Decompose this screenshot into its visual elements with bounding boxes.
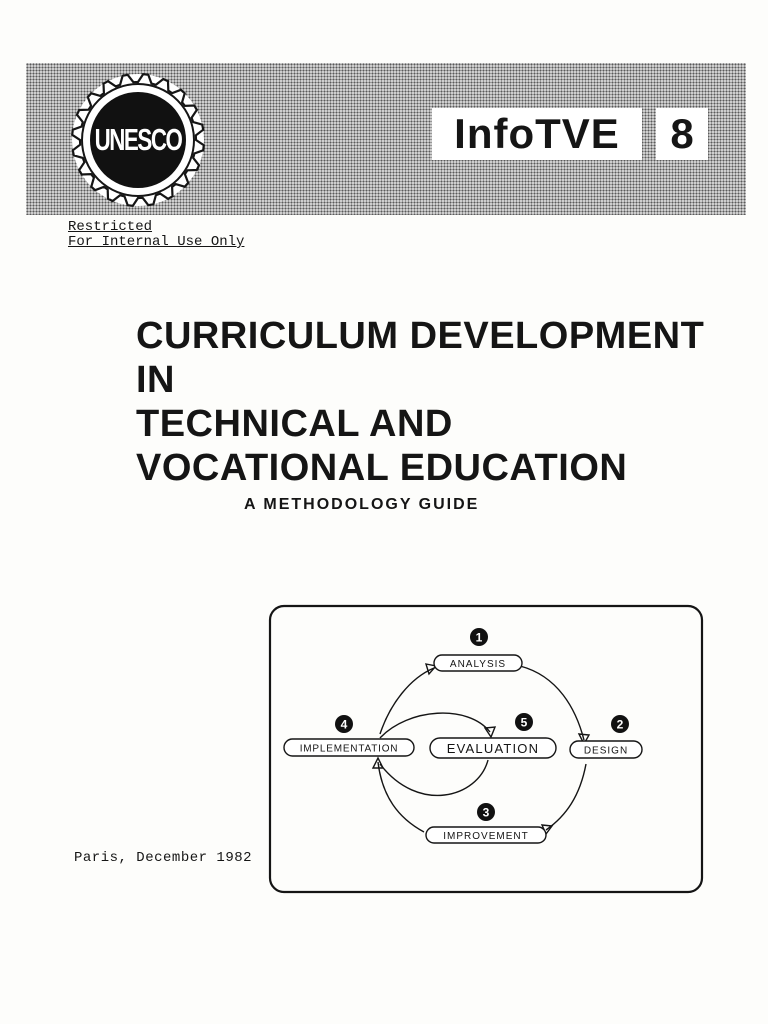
series-title: InfoTVE [432, 108, 642, 160]
stage-analysis [434, 628, 522, 671]
stage-label-design: DESIGN [583, 745, 629, 757]
document-title [136, 314, 736, 490]
restriction-line-2: For Internal Use Only [68, 234, 245, 250]
stage-evaluation [430, 713, 556, 758]
stage-label-analysis: ANALYSIS [449, 659, 507, 670]
stage-improvement [426, 803, 546, 843]
arrow-implementation-to-evaluation [380, 713, 490, 738]
unesco-logo-text: UNESCO [94, 122, 182, 157]
arrow-improvement-to-implementation [378, 762, 424, 832]
restriction-line-1: Restricted [68, 219, 153, 235]
stage-number-2: 2 [616, 717, 624, 732]
arrow-evaluation-to-implementation [380, 760, 488, 795]
restriction-notice [68, 220, 244, 250]
arrow-design-to-improvement [546, 764, 586, 830]
stage-number-5: 5 [520, 715, 528, 730]
stage-implementation [284, 715, 414, 756]
curriculum-cycle-diagram [268, 604, 704, 896]
issue-number: 8 [656, 108, 708, 160]
title-line-4: VOCATIONAL EDUCATION [136, 447, 628, 489]
arrow-implementation-to-analysis [380, 668, 434, 734]
stage-number-1: 1 [475, 630, 483, 645]
stage-number-3: 3 [482, 805, 490, 820]
document-subtitle: A METHODOLOGY GUIDE [244, 496, 480, 513]
title-line-2: IN [136, 359, 175, 401]
stage-number-4: 4 [340, 717, 348, 732]
stage-label-improvement: IMPROVEMENT [443, 831, 529, 842]
title-line-1: CURRICULUM DEVELOPMENT [136, 315, 705, 357]
stage-label-evaluation: EVALUATION [446, 741, 540, 756]
stage-label-implementation: IMPLEMENTATION [299, 743, 399, 755]
place-and-date: Paris, December 1982 [74, 850, 253, 866]
title-line-3: TECHNICAL AND [136, 403, 453, 445]
